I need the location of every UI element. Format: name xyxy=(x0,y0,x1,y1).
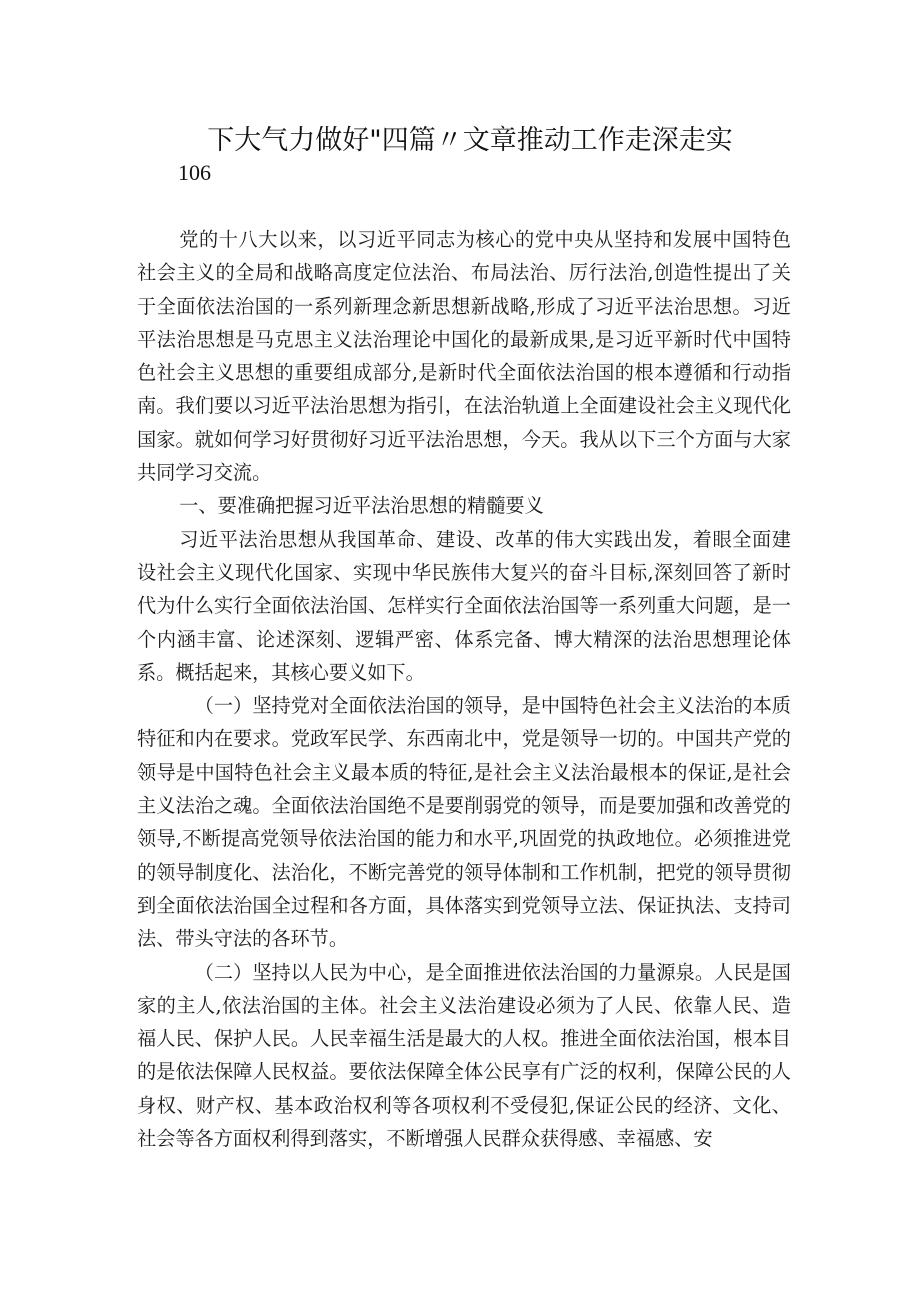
document-number: 106 xyxy=(178,160,211,185)
document-title: 下大气力做好"四篇〃文章推动工作走深走实 xyxy=(207,125,733,156)
paragraph-point-one: （一）坚持党对全面依法治国的领导，是中国特色社会主义法治的本质特征和内在要求。党政军民学、东西南北中，党是领导一切的。中国共产党的领导是中国特色社会主义最本质的特征,是社会主义法治最根本的保证,是社会主义法治之魂。全面依法治国绝不是要削弱党的领导，而是要加强和改善党的领导,不断提高党领导依法治国的能力和水平,巩固党的执政地位。必须推进党的领导制度化、法治化，不断完善党的领导体制和工作机制，把党的领导贯彻到全面依法治国全过程和各方面，具体落实到党领导立法、保证执法、支持司法、带头守法的各环节。 xyxy=(137,694,791,951)
section-heading-one: 一、要准确把握习近平法治思想的精髓要义 xyxy=(179,494,544,518)
paragraph-intro: 党的十八大以来，以习近平同志为核心的党中央从坚持和发展中国特色社会主义的全局和战略高度定位法治、布局法治、厉行法治,创造性提出了关于全面依法治国的一系列新理念新思想新战略,形成了习近平法治思想。习近平法治思想是马克思主义法治理论中国化的最新成果,是习近平新时代中国特色社会主义思想的重要组成部分,是新时代全面依法治国的根本遵循和行动指南。我们要以习近平法治思想为指引，在法治轨道上全面建设社会主义现代化国家。就如何学习好贯彻好习近平法治思想，今天。我从以下三个方面与大家共同学习交流。 xyxy=(137,228,791,485)
paragraph-point-two: （二）坚持以人民为中心，是全面推进依法治国的力量源泉。人民是国家的主人,依法治国的主体。社会主义法治建设必须为了人民、依靠人民、造福人民、保护人民。人民幸福生活是最大的人权。推进全面依法治国，根本目的是依法保障人民权益。要依法保障全体公民享有广泛的权利，保障公民的人身权、财产权、基本政治权利等各项权利不受侵犯,保证公民的经济、文化、社会等各方面权利得到落实，不断增强人民群众获得感、幸福感、安 xyxy=(137,960,791,1151)
document-body xyxy=(137,223,791,1155)
paragraph-section-one: 习近平法治思想从我国革命、建设、改革的伟大实践出发，着眼全面建设社会主义现代化国家、实现中华民族伟大复兴的奋斗目标,深刻回答了新时代为什么实行全面依法治国、怎样实行全面依法治国等一系列重大问题，是一个内涵丰富、论述深刻、逻辑严密、体系完备、博大精深的法治思想理论体系。概括起来，其核心要义如下。 xyxy=(137,527,791,684)
